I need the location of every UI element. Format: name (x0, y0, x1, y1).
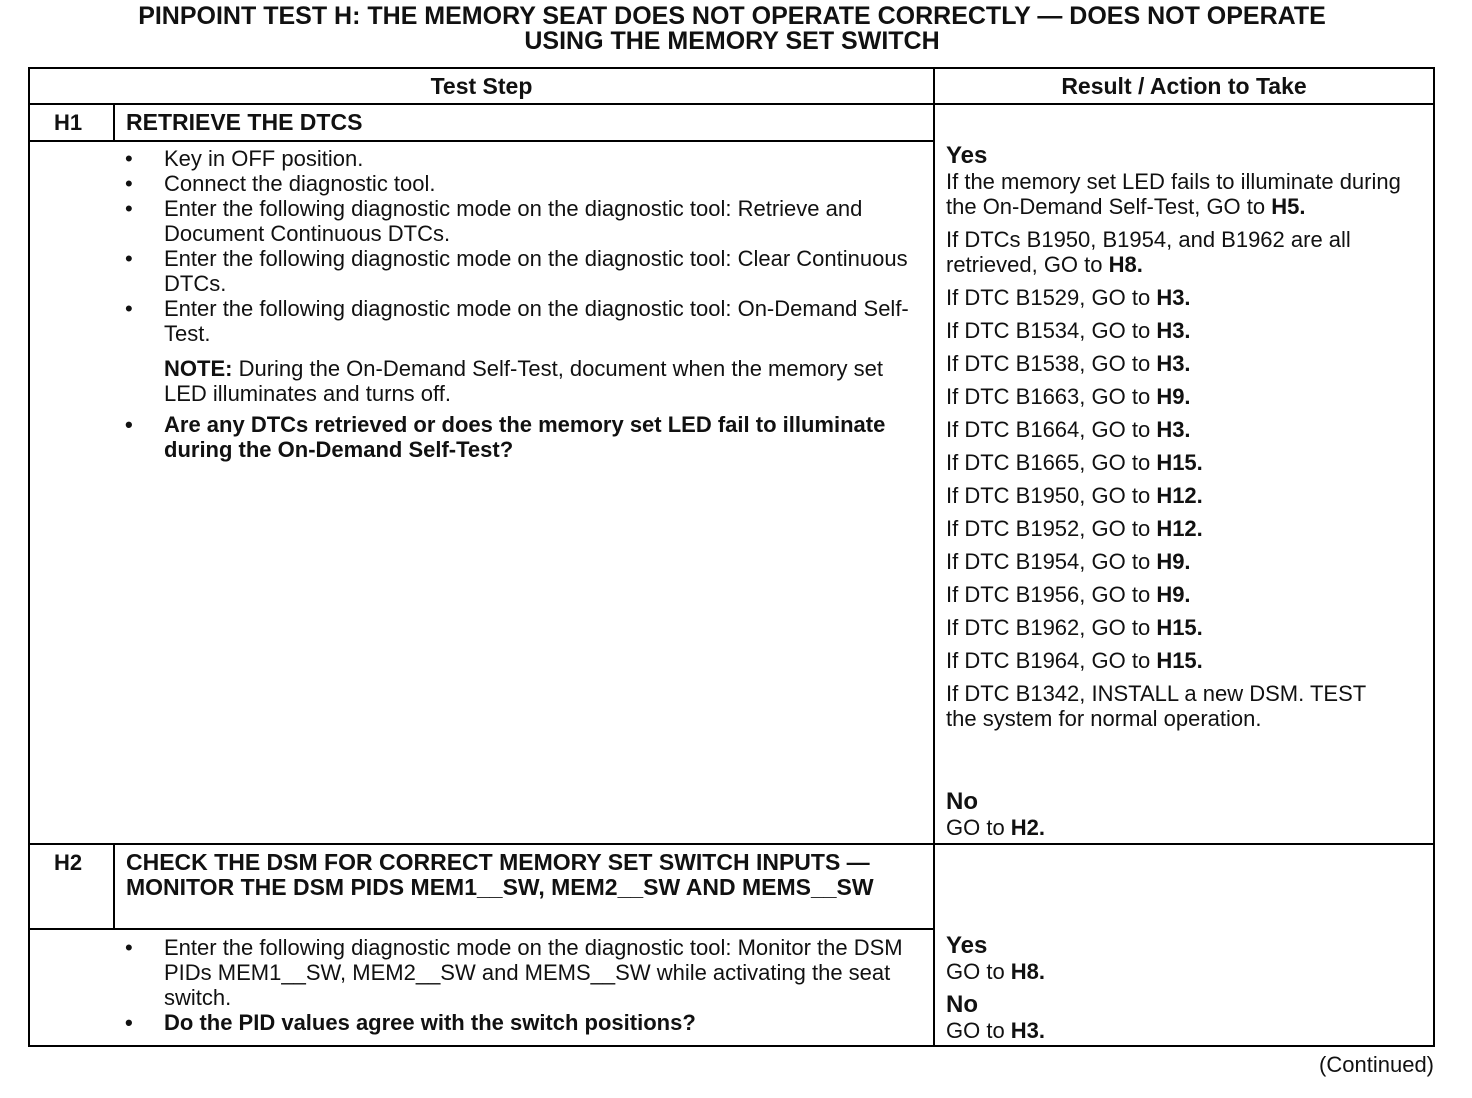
h1-yes-label: Yes (946, 142, 988, 169)
h1-actions (110, 146, 910, 462)
h2-top-rule (30, 843, 1433, 845)
h2-question: • Do the PID values agree with the switch positions? (110, 1010, 910, 1035)
h1-note (110, 356, 910, 406)
h2-id-divider (113, 845, 115, 929)
h2-step-title: CHECK THE DSM FOR CORRECT MEMORY SET SWITCH INPUTS — MONITOR THE DSM PIDS MEM1__SW, MEM2__SW AND MEMS__SW (126, 849, 874, 900)
pinpoint-table (28, 67, 1435, 1047)
note-text: During the On-Demand Self-Test, document when the memory set LED illuminates and turns off. (164, 356, 883, 406)
h1-result-item: If DTC B1964, GO to H15. (946, 648, 1203, 673)
header-rule (30, 103, 1433, 105)
h1-result-item: If the memory set LED fails to illuminate during the On-Demand Self-Test, GO to H5. (946, 169, 1401, 219)
h1-id-divider (113, 105, 115, 141)
h2-yes-action: GO to H8. (946, 959, 1046, 984)
h2-bullet: • Enter the following diagnostic mode on the diagnostic tool: Monitor the DSM PIDs MEM1__SW, MEM2__SW and MEMS__SW while activating the seat switch. (110, 935, 910, 1010)
h1-step-title: RETRIEVE THE DTCS (126, 109, 363, 135)
h2-no-label: No (946, 991, 978, 1018)
h1-step-id: H1 (54, 110, 83, 135)
h2-no-action: GO to H3. (946, 1018, 1046, 1043)
h2-actions (110, 935, 910, 1035)
page-title (30, 4, 1434, 54)
column-divider (933, 69, 935, 1045)
title-line-2: USING THE MEMORY SET SWITCH (524, 27, 940, 55)
h1-result-item: If DTC B1956, GO to H9. (946, 582, 1191, 607)
h1-result-item: If DTC B1954, GO to H9. (946, 549, 1191, 574)
h1-question: • Are any DTCs retrieved or does the memory set LED fail to illuminate during the On-Demand Self-Test? (110, 412, 910, 462)
h1-no-block (946, 789, 1426, 840)
header-test-step: Test Step (430, 73, 533, 99)
h1-result-item: If DTC B1952, GO to H12. (946, 516, 1203, 541)
h2-step-id: H2 (54, 850, 83, 875)
title-line-1: PINPOINT TEST H: THE MEMORY SEAT DOES NOT OPERATE CORRECTLY — DOES NOT OPERATE (138, 2, 1326, 30)
h1-result-item: If DTC B1962, GO to H15. (946, 615, 1203, 640)
continued-label: (Continued) (1319, 1052, 1434, 1077)
h1-result-item: If DTC B1950, GO to H12. (946, 483, 1203, 508)
note-label: NOTE: (164, 356, 233, 381)
h1-result-item: If DTC B1664, GO to H3. (946, 417, 1191, 442)
h1-no-action: GO to H2. (946, 815, 1046, 840)
h1-result-item: If DTC B1538, GO to H3. (946, 351, 1191, 376)
h2-results (946, 933, 1426, 1043)
h1-results (946, 143, 1426, 739)
h1-no-label: No (946, 788, 978, 815)
h2-title-rule (30, 928, 933, 930)
h1-result-item: If DTC B1342, INSTALL a new DSM. TEST the system for normal operation. (946, 681, 1366, 731)
h2-yes-label: Yes (946, 932, 988, 959)
header-result-action: Result / Action to Take (1061, 73, 1307, 99)
h1-result-item: If DTC B1534, GO to H3. (946, 318, 1191, 343)
h1-bullet: • Enter the following diagnostic mode on the diagnostic tool: Clear Continuous DTCs. (110, 246, 910, 296)
h1-bullet: • Connect the diagnostic tool. (110, 171, 910, 196)
h1-bullet: • Enter the following diagnostic mode on the diagnostic tool: On-Demand Self-Test. (110, 296, 910, 346)
h1-result-item: If DTCs B1950, B1954, and B1962 are all retrieved, GO to H8. (946, 227, 1351, 277)
h1-result-item: If DTC B1663, GO to H9. (946, 384, 1191, 409)
h1-bullet: • Key in OFF position. (110, 146, 910, 171)
h1-title-rule (30, 140, 933, 142)
h1-result-item: If DTC B1529, GO to H3. (946, 285, 1191, 310)
h1-bullet: • Enter the following diagnostic mode on the diagnostic tool: Retrieve and Document Continuous DTCs. (110, 196, 910, 246)
h1-result-item: If DTC B1665, GO to H15. (946, 450, 1203, 475)
